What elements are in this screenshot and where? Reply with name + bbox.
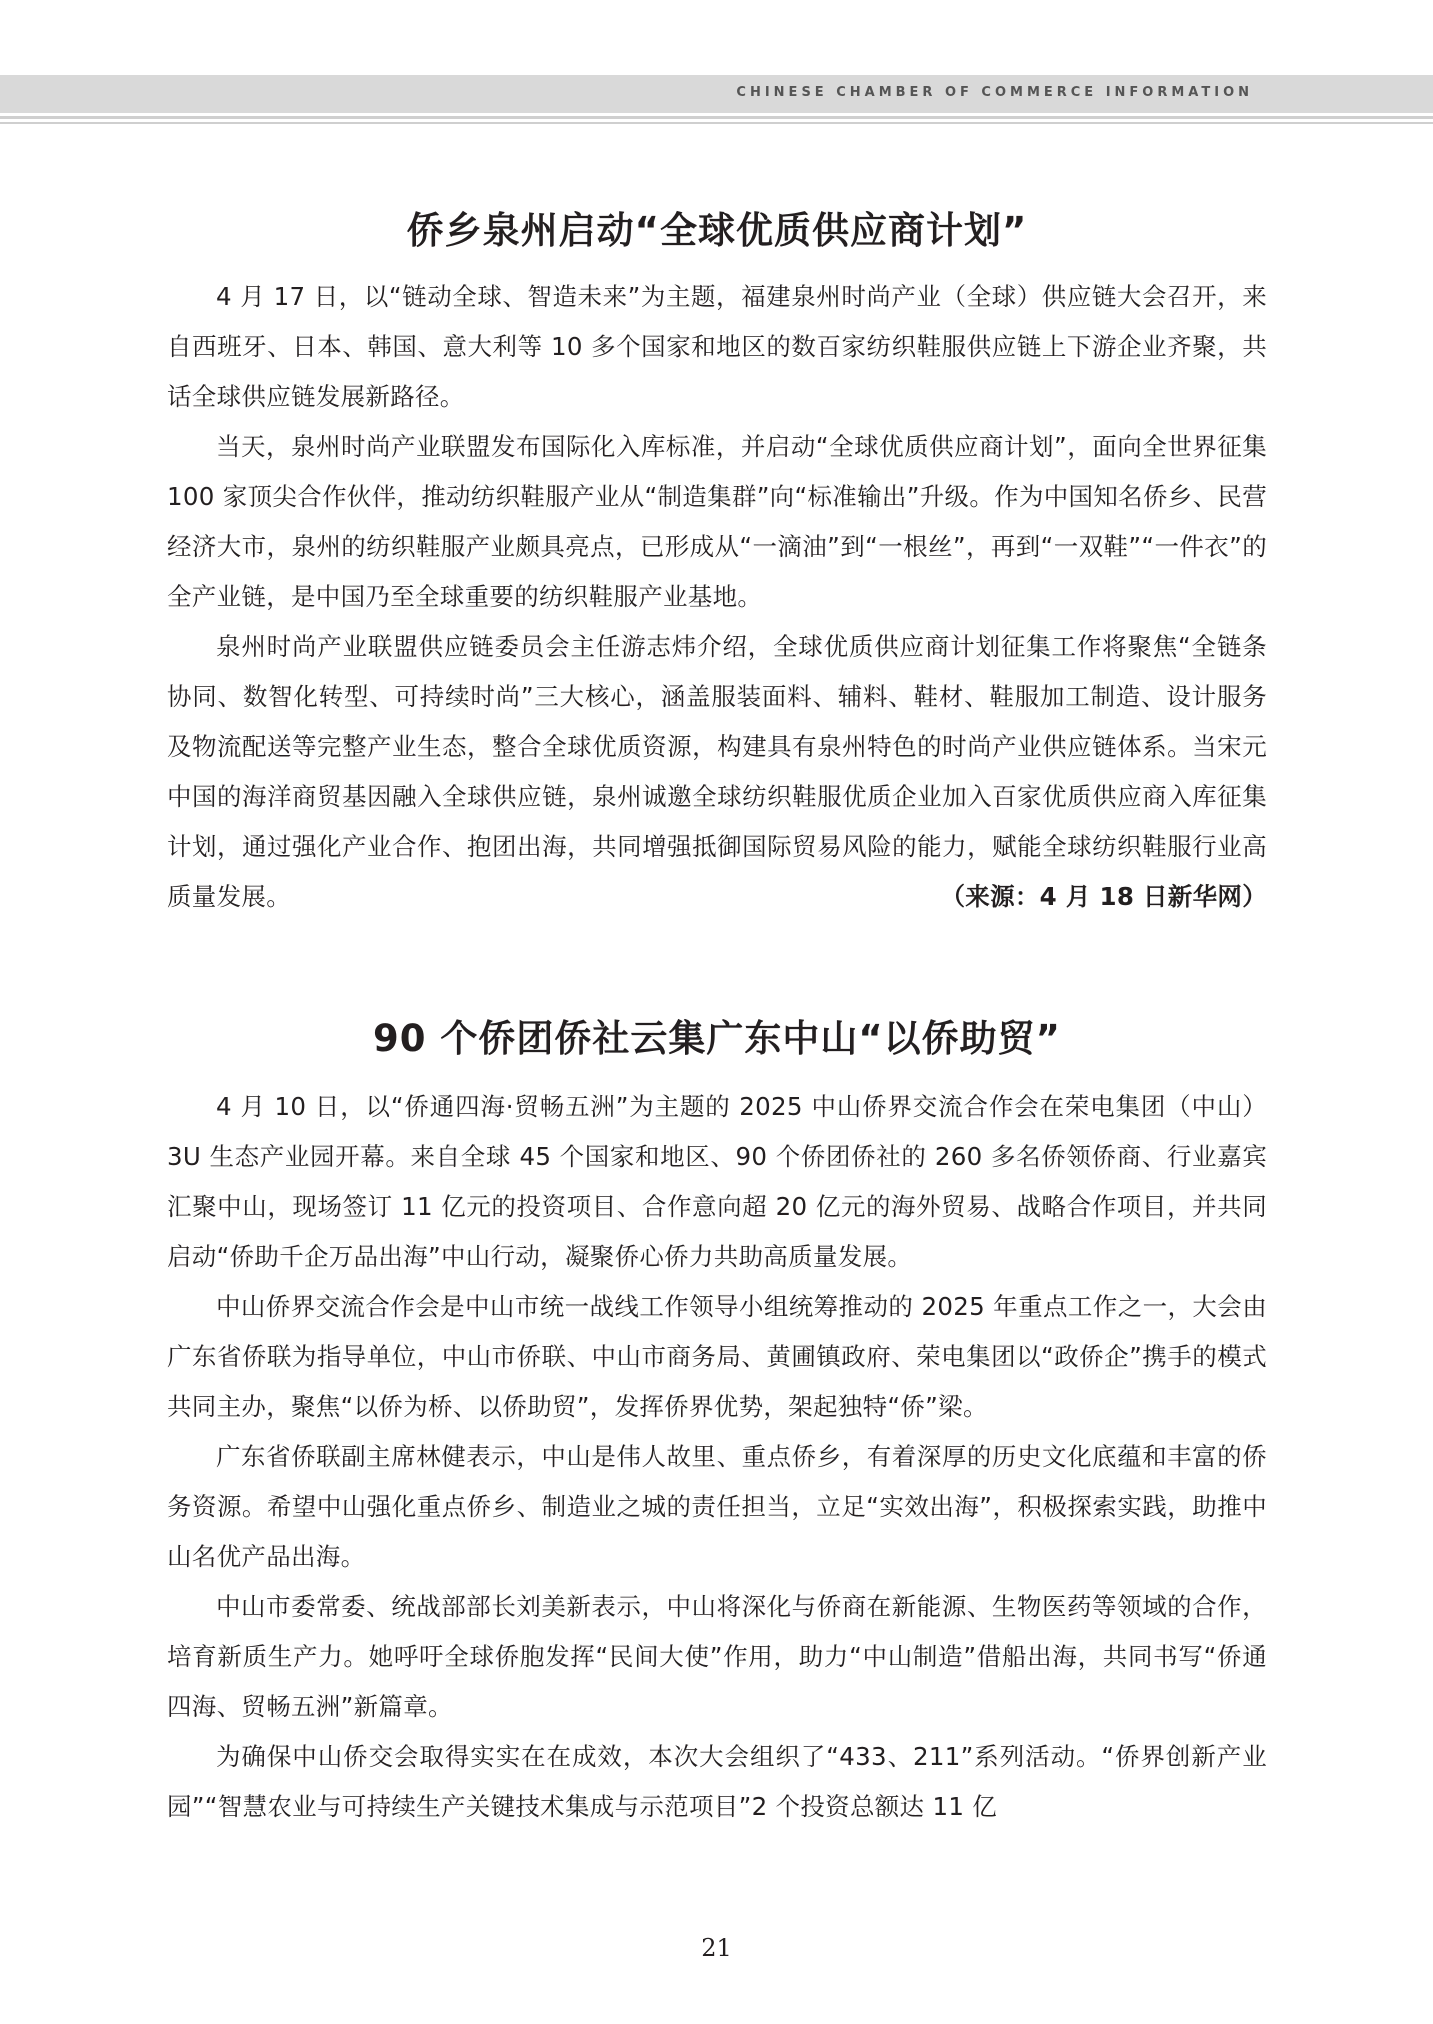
header-divider-secondary [0,122,1433,124]
article-source: （来源：4 月 18 日新华网） [940,882,1267,911]
article-zhongshan [167,1010,1267,1832]
article-paragraph: 4 月 10 日，以“侨通四海·贸畅五洲”为主题的 2025 中山侨界交流合作会在荣电集团（中山）3U 生态产业园开幕。来自全球 45 个国家和地区、90 个侨团侨社的 260 多名侨领侨商、行业嘉宾汇聚中山，现场签订 11 亿元的投资项目、合作意向超 20 亿元的海外贸易、战略合作项目，并共同启动“侨助千企万品出海”中山行动，凝聚侨心侨力共助高质量发展。 [167,1092,1267,1271]
article-paragraph: 4 月 17 日，以“链动全球、智造未来”为主题，福建泉州时尚产业（全球）供应链大会召开，来自西班牙、日本、韩国、意大利等 10 多个国家和地区的数百家纺织鞋服供应链上下游企业齐聚，共话全球供应链发展新路径。 [167,282,1267,411]
header-title: CHINESE CHAMBER OF COMMERCE INFORMATION [736,85,1253,100]
page-number: 21 [701,1934,732,1962]
article-paragraph: 为确保中山侨交会取得实实在在成效，本次大会组织了“433、211”系列活动。“侨界创新产业园”“智慧农业与可持续生产关键技术集成与示范项目”2 个投资总额达 11 亿 [167,1742,1267,1821]
article-paragraph: 广东省侨联副主席林健表示，中山是伟人故里、重点侨乡，有着深厚的历史文化底蕴和丰富的侨务资源。希望中山强化重点侨乡、制造业之城的责任担当，立足“实效出海”，积极探索实践，助推中山名优产品出海。 [167,1442,1267,1571]
header-divider [0,116,1433,119]
article-title: 90 个侨团侨社云集广东中山“以侨助贸” [372,1017,1061,1060]
article-title: 侨乡泉州启动“全球优质供应商计划” [406,209,1028,252]
paragraph-text: 泉州时尚产业联盟供应链委员会主任游志炜介绍，全球优质供应商计划征集工作将聚焦“全链条协同、数智化转型、可持续时尚”三大核心，涵盖服装面料、辅料、鞋材、鞋服加工制造、设计服务及物流配送等完整产业生态，整合全球优质资源，构建具有泉州特色的时尚产业供应链体系。当宋元中国的海洋商贸基因融入全球供应链，泉州诚邀全球纺织鞋服优质企业加入百家优质供应商入库征集计划，通过强化产业合作、抱团出海，共同增强抵御国际贸易风险的能力，赋能全球纺织鞋服行业高质量发展。 [167,632,1267,911]
article-quanzhou [167,200,1267,922]
article-paragraph: 当天，泉州时尚产业联盟发布国际化入库标准，并启动“全球优质供应商计划”，面向全世界征集 100 家顶尖合作伙伴，推动纺织鞋服产业从“制造集群”向“标准输出”升级。作为中国知名侨乡、民营经济大市，泉州的纺织鞋服产业颇具亮点，已形成从“一滴油”到“一根丝”，再到“一双鞋”“一件衣”的全产业链，是中国乃至全球重要的纺织鞋服产业基地。 [167,432,1267,611]
article-paragraph [167,622,1267,922]
article-paragraph: 中山侨界交流合作会是中山市统一战线工作领导小组统筹推动的 2025 年重点工作之一，大会由广东省侨联为指导单位，中山市侨联、中山市商务局、黄圃镇政府、荣电集团以“政侨企”携手的模式共同主办，聚焦“以侨为桥、以侨助贸”，发挥侨界优势，架起独特“侨”梁。 [167,1292,1267,1421]
article-paragraph: 中山市委常委、统战部部长刘美新表示，中山将深化与侨商在新能源、生物医药等领域的合作，培育新质生产力。她呼吁全球侨胞发挥“民间大使”作用，助力“中山制造”借船出海，共同书写“侨通四海、贸畅五洲”新篇章。 [167,1592,1267,1721]
